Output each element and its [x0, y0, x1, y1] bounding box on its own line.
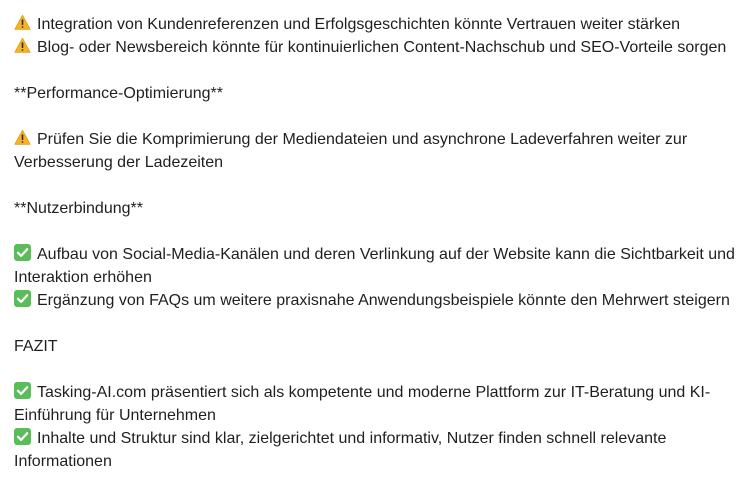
check-icon	[14, 290, 31, 307]
warning-icon	[14, 14, 31, 31]
check-icon	[14, 244, 31, 261]
item-text: Integration von Kundenreferenzen und Erfolgsgeschichten könnte Vertrauen weiter stärken	[37, 16, 681, 33]
item-text: Inhalte und Struktur sind klar, zielgerichtet und informativ, Nutzer finden schnell relevante Informationen	[14, 430, 667, 470]
list-item	[14, 427, 742, 473]
item-text: Prüfen Sie die Komprimierung der Mediendateien und asynchrone Ladeverfahren weiter zur Verbesserung der Ladezeiten	[14, 131, 688, 171]
list-item	[14, 289, 742, 312]
check-icon	[14, 428, 31, 445]
item-text: Blog- oder Newsbereich könnte für kontinuierlichen Content-Nachschub und SEO-Vorteile sorgen	[37, 39, 727, 56]
section-heading: FAZIT	[14, 338, 58, 355]
warning-icon	[14, 129, 31, 146]
section-heading: **Performance-Optimierung**	[14, 85, 223, 102]
message-content	[14, 13, 742, 473]
list-item	[14, 128, 742, 174]
list-item	[14, 36, 742, 59]
item-text: Ergänzung von FAQs um weitere praxisnahe Anwendungsbeispiele könnte den Mehrwert steigern	[37, 292, 730, 309]
list-item	[14, 13, 742, 36]
list-item	[14, 381, 742, 427]
check-icon	[14, 382, 31, 399]
item-text: Tasking-AI.com präsentiert sich als kompetente und moderne Plattform zur IT-Beratung und KI-Einführung für Unternehmen	[14, 384, 711, 424]
list-item	[14, 243, 742, 289]
section-heading: **Nutzerbindung**	[14, 200, 143, 217]
warning-icon	[14, 37, 31, 54]
item-text: Aufbau von Social-Media-Kanälen und deren Verlinkung auf der Website kann die Sichtbarkeit und Interaktion erhöhen	[14, 246, 735, 286]
